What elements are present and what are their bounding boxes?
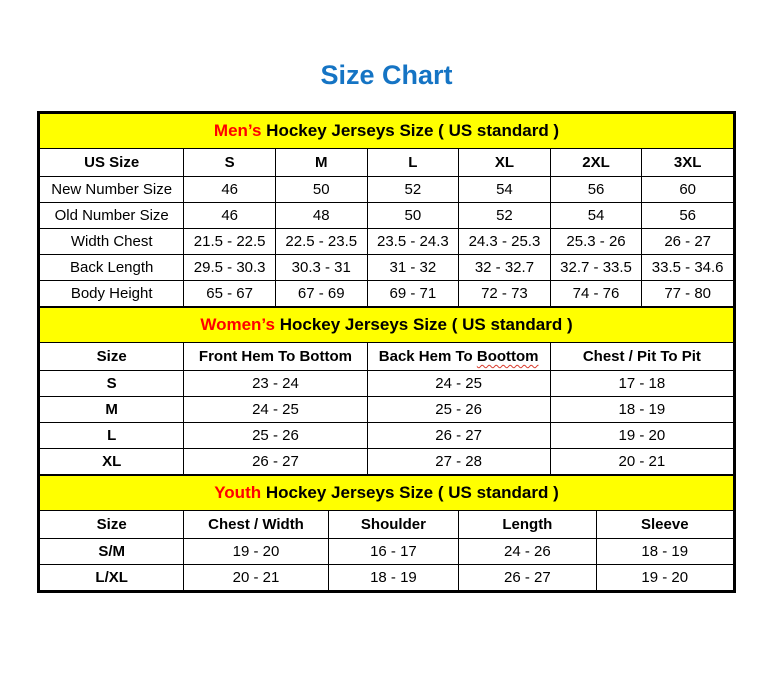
size-value: 23.5 - 24.3 <box>367 229 459 255</box>
row-label: Old Number Size <box>40 203 184 229</box>
size-value: 24 - 26 <box>459 539 596 565</box>
size-value: 21.5 - 22.5 <box>184 229 276 255</box>
size-value: 23 - 24 <box>184 371 367 397</box>
size-value: 48 <box>275 203 367 229</box>
size-value: 24 - 25 <box>367 371 550 397</box>
size-value: 65 - 67 <box>184 281 276 307</box>
size-value: 25 - 26 <box>367 397 550 423</box>
section-title-highlight: Youth <box>214 483 262 502</box>
size-value: 18 - 19 <box>550 397 733 423</box>
table-row <box>40 565 734 591</box>
size-value: 19 - 20 <box>184 539 328 565</box>
size-value: 72 - 73 <box>459 281 551 307</box>
table-row <box>40 281 734 307</box>
row-label: S/M <box>40 539 184 565</box>
size-value: 69 - 71 <box>367 281 459 307</box>
section-title-text: Hockey Jerseys Size ( US standard ) <box>261 483 559 502</box>
size-value: 22.5 - 23.5 <box>275 229 367 255</box>
table-row <box>40 177 734 203</box>
table-row <box>40 371 734 397</box>
womens-section-header <box>40 308 734 343</box>
column-header: L <box>367 149 459 177</box>
column-header: Size <box>40 511 184 539</box>
size-value: 29.5 - 30.3 <box>184 255 276 281</box>
size-value: 26 - 27 <box>642 229 734 255</box>
row-label: L <box>40 423 184 449</box>
size-value: 33.5 - 34.6 <box>642 255 734 281</box>
column-header: S <box>184 149 276 177</box>
size-value: 18 - 19 <box>328 565 458 591</box>
size-value: 50 <box>367 203 459 229</box>
size-value: 56 <box>550 177 642 203</box>
column-header: Back Hem To Boottom <box>367 343 550 371</box>
size-value: 46 <box>184 177 276 203</box>
column-header: 3XL <box>642 149 734 177</box>
size-value: 56 <box>642 203 734 229</box>
section-title-text: Hockey Jerseys Size ( US standard ) <box>274 315 573 334</box>
row-label: Back Length <box>40 255 184 281</box>
column-header: US Size <box>40 149 184 177</box>
size-value: 17 - 18 <box>550 371 733 397</box>
column-header: M <box>275 149 367 177</box>
size-value: 46 <box>184 203 276 229</box>
youth-section-header <box>40 476 734 511</box>
row-label: L/XL <box>40 565 184 591</box>
table-row <box>40 449 734 475</box>
size-value: 60 <box>642 177 734 203</box>
table-row <box>40 397 734 423</box>
page <box>37 60 736 593</box>
size-value: 26 - 27 <box>184 449 367 475</box>
size-value: 26 - 27 <box>459 565 596 591</box>
column-header: Front Hem To Bottom <box>184 343 367 371</box>
table-row <box>40 539 734 565</box>
column-header: Shoulder <box>328 511 458 539</box>
column-header: Sleeve <box>596 511 733 539</box>
column-header: Chest / Width <box>184 511 328 539</box>
size-value: 19 - 20 <box>596 565 733 591</box>
size-value: 52 <box>459 203 551 229</box>
page-title: Size Chart <box>320 60 453 90</box>
column-header: Chest / Pit To Pit <box>550 343 733 371</box>
table-row <box>40 255 734 281</box>
column-header: Length <box>459 511 596 539</box>
row-label: M <box>40 397 184 423</box>
size-value: 16 - 17 <box>328 539 458 565</box>
section-title-highlight: Men’s <box>213 121 262 140</box>
size-value: 31 - 32 <box>367 255 459 281</box>
size-value: 67 - 69 <box>275 281 367 307</box>
row-label: XL <box>40 449 184 475</box>
row-label: S <box>40 371 184 397</box>
size-value: 26 - 27 <box>367 423 550 449</box>
row-label: New Number Size <box>40 177 184 203</box>
size-value: 32 - 32.7 <box>459 255 551 281</box>
column-header: Size <box>40 343 184 371</box>
size-value: 32.7 - 33.5 <box>550 255 642 281</box>
size-value: 54 <box>459 177 551 203</box>
mens-section-header <box>40 114 734 149</box>
size-value: 19 - 20 <box>550 423 733 449</box>
section-title-text: Hockey Jerseys Size ( US standard ) <box>261 121 560 140</box>
youth-size-table <box>39 475 734 591</box>
size-tables <box>37 111 736 593</box>
size-value: 18 - 19 <box>596 539 733 565</box>
size-value: 74 - 76 <box>550 281 642 307</box>
size-value: 24 - 25 <box>184 397 367 423</box>
section-title-highlight: Women’s <box>200 315 275 334</box>
size-value: 50 <box>275 177 367 203</box>
size-value: 30.3 - 31 <box>275 255 367 281</box>
mens-size-table <box>39 113 734 307</box>
size-value: 25.3 - 26 <box>550 229 642 255</box>
womens-size-table <box>39 307 734 475</box>
size-value: 52 <box>367 177 459 203</box>
size-value: 77 - 80 <box>642 281 734 307</box>
table-row <box>40 203 734 229</box>
size-value: 27 - 28 <box>367 449 550 475</box>
row-label: Body Height <box>40 281 184 307</box>
table-row <box>40 423 734 449</box>
size-value: 20 - 21 <box>550 449 733 475</box>
column-header: 2XL <box>550 149 642 177</box>
misspelled-word: Boottom <box>476 348 539 365</box>
size-value: 54 <box>550 203 642 229</box>
size-value: 25 - 26 <box>184 423 367 449</box>
column-header: XL <box>459 149 551 177</box>
table-row <box>40 229 734 255</box>
row-label: Width Chest <box>40 229 184 255</box>
size-value: 20 - 21 <box>184 565 328 591</box>
size-value: 24.3 - 25.3 <box>459 229 551 255</box>
